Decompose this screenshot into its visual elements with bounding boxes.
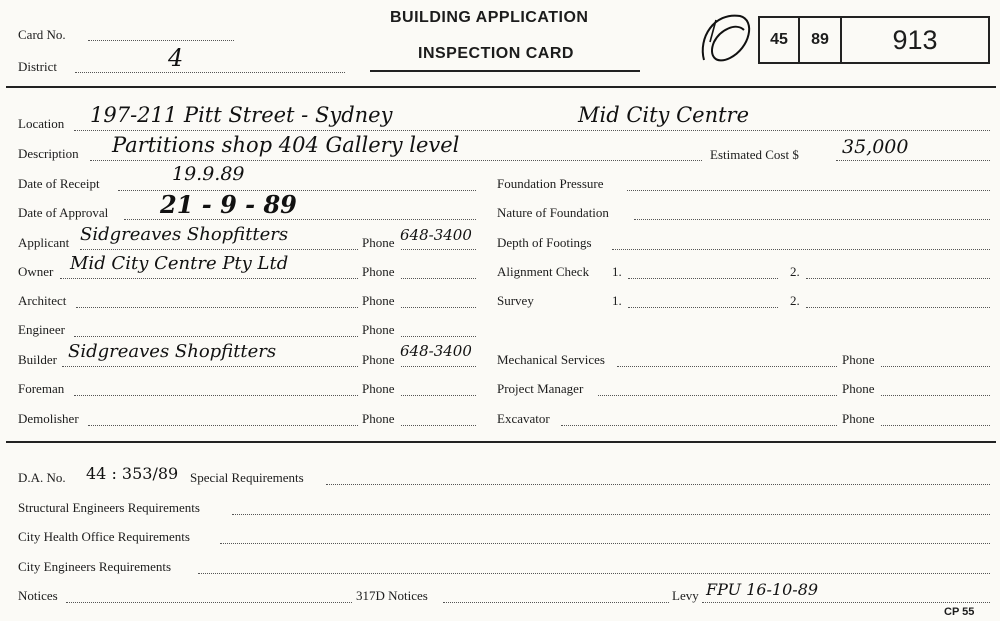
survey-label: Survey	[497, 293, 534, 308]
date-of-approval-field[interactable]	[124, 219, 476, 220]
estimated-cost-field[interactable]	[836, 160, 990, 161]
foundation-pressure-field[interactable]	[627, 190, 990, 191]
excavator-field[interactable]	[561, 425, 837, 426]
notices-label: Notices	[18, 588, 58, 603]
special-requirements-field[interactable]	[326, 484, 990, 485]
form-title-line2: INSPECTION CARD	[418, 45, 574, 62]
card-no-field[interactable]	[88, 40, 234, 41]
structural-engineers-label: Structural Engineers Requirements	[18, 500, 200, 515]
location-extra-value: Mid City Centre	[578, 103, 750, 127]
date-of-approval-value: 21 - 9 - 89	[160, 190, 297, 219]
notices-317d-label: 317D Notices	[356, 588, 428, 603]
builder-phone-value: 648-3400	[400, 342, 472, 360]
form-title-line1: BUILDING APPLICATION	[390, 9, 589, 26]
demolisher-label: Demolisher	[18, 411, 79, 426]
survey-field-2[interactable]	[806, 307, 990, 308]
owner-label: Owner	[18, 264, 54, 279]
demolisher-phone-label: Phone	[362, 411, 395, 426]
depth-of-footings-label: Depth of Footings	[497, 235, 592, 250]
applicant-phone-label: Phone	[362, 235, 395, 250]
middle-divider	[6, 441, 996, 443]
city-health-field[interactable]	[220, 543, 990, 544]
card-number-box-2: 89	[798, 16, 842, 64]
mechanical-services-phone-label: Phone	[842, 352, 875, 367]
architect-phone-field[interactable]	[401, 307, 476, 308]
title-underline	[370, 70, 640, 72]
notices-field[interactable]	[66, 602, 352, 603]
survey-field-1[interactable]	[628, 307, 778, 308]
special-requirements-label: Special Requirements	[190, 470, 304, 485]
engineer-phone-label: Phone	[362, 322, 395, 337]
city-health-label: City Health Office Requirements	[18, 529, 190, 544]
builder-value: Sidgreaves Shopfitters	[68, 341, 277, 362]
excavator-phone-label: Phone	[842, 411, 875, 426]
description-label: Description	[18, 146, 79, 161]
owner-phone-label: Phone	[362, 264, 395, 279]
architect-phone-label: Phone	[362, 293, 395, 308]
alignment-check-field-1[interactable]	[628, 278, 778, 279]
handwritten-zero-mark-icon	[696, 8, 758, 66]
foreman-phone-label: Phone	[362, 381, 395, 396]
applicant-field[interactable]	[80, 249, 358, 250]
location-label: Location	[18, 116, 65, 131]
builder-phone-field[interactable]	[401, 366, 476, 367]
form-code: CP 55	[944, 606, 975, 618]
survey-num2: 2.	[790, 293, 800, 308]
estimated-cost-value: 35,000	[842, 136, 909, 158]
date-of-receipt-label: Date of Receipt	[18, 176, 100, 191]
location-field[interactable]	[74, 130, 990, 131]
demolisher-field[interactable]	[88, 425, 358, 426]
nature-of-foundation-field[interactable]	[634, 219, 990, 220]
survey-num1: 1.	[612, 293, 622, 308]
demolisher-phone-field[interactable]	[401, 425, 476, 426]
alignment-check-num1: 1.	[612, 264, 622, 279]
structural-engineers-field[interactable]	[232, 514, 990, 515]
date-of-receipt-value: 19.9.89	[172, 163, 245, 185]
project-manager-phone-field[interactable]	[881, 395, 990, 396]
engineer-field[interactable]	[74, 336, 358, 337]
engineer-label: Engineer	[18, 322, 65, 337]
card-no-label: Card No.	[18, 27, 66, 42]
project-manager-field[interactable]	[598, 395, 837, 396]
mechanical-services-phone-field[interactable]	[881, 366, 990, 367]
builder-phone-label: Phone	[362, 352, 395, 367]
mechanical-services-label: Mechanical Services	[497, 352, 605, 367]
card-number-box-3: 913	[840, 16, 990, 64]
location-value: 197-211 Pitt Street - Sydney	[90, 103, 393, 127]
mechanical-services-field[interactable]	[617, 366, 837, 367]
owner-field[interactable]	[60, 278, 358, 279]
applicant-phone-value: 648-3400	[400, 226, 472, 244]
alignment-check-field-2[interactable]	[806, 278, 990, 279]
applicant-value: Sidgreaves Shopfitters	[80, 224, 289, 245]
da-no-value: 44 : 353/89	[86, 464, 179, 483]
excavator-label: Excavator	[497, 411, 550, 426]
owner-value: Mid City Centre Pty Ltd	[70, 253, 289, 274]
description-field[interactable]	[90, 160, 702, 161]
engineer-phone-field[interactable]	[401, 336, 476, 337]
estimated-cost-label: Estimated Cost $	[710, 147, 799, 162]
excavator-phone-field[interactable]	[881, 425, 990, 426]
applicant-phone-field[interactable]	[401, 249, 476, 250]
levy-field[interactable]	[702, 602, 990, 603]
district-label: District	[18, 59, 57, 74]
project-manager-phone-label: Phone	[842, 381, 875, 396]
foreman-phone-field[interactable]	[401, 395, 476, 396]
applicant-label: Applicant	[18, 235, 70, 250]
city-engineers-label: City Engineers Requirements	[18, 559, 172, 574]
levy-value: FPU 16-10-89	[706, 580, 819, 599]
city-engineers-field[interactable]	[198, 573, 990, 574]
foreman-label: Foreman	[18, 381, 65, 396]
depth-of-footings-field[interactable]	[612, 249, 990, 250]
foreman-field[interactable]	[74, 395, 358, 396]
nature-of-foundation-label: Nature of Foundation	[497, 205, 609, 220]
levy-label: Levy	[672, 588, 699, 603]
alignment-check-num2: 2.	[790, 264, 800, 279]
header-divider	[6, 86, 996, 88]
architect-label: Architect	[18, 293, 67, 308]
builder-field[interactable]	[62, 366, 358, 367]
district-field[interactable]	[75, 72, 345, 73]
builder-label: Builder	[18, 352, 57, 367]
card-number-box-1: 45	[758, 16, 800, 64]
date-of-approval-label: Date of Approval	[18, 205, 109, 220]
foundation-pressure-label: Foundation Pressure	[497, 176, 604, 191]
owner-phone-field[interactable]	[401, 278, 476, 279]
project-manager-label: Project Manager	[497, 381, 584, 396]
description-value: Partitions shop 404 Gallery level	[112, 133, 460, 157]
architect-field[interactable]	[76, 307, 358, 308]
notices-317d-field[interactable]	[443, 602, 669, 603]
alignment-check-label: Alignment Check	[497, 264, 590, 279]
da-no-label: D.A. No.	[18, 470, 66, 485]
district-value: 4	[168, 44, 184, 72]
